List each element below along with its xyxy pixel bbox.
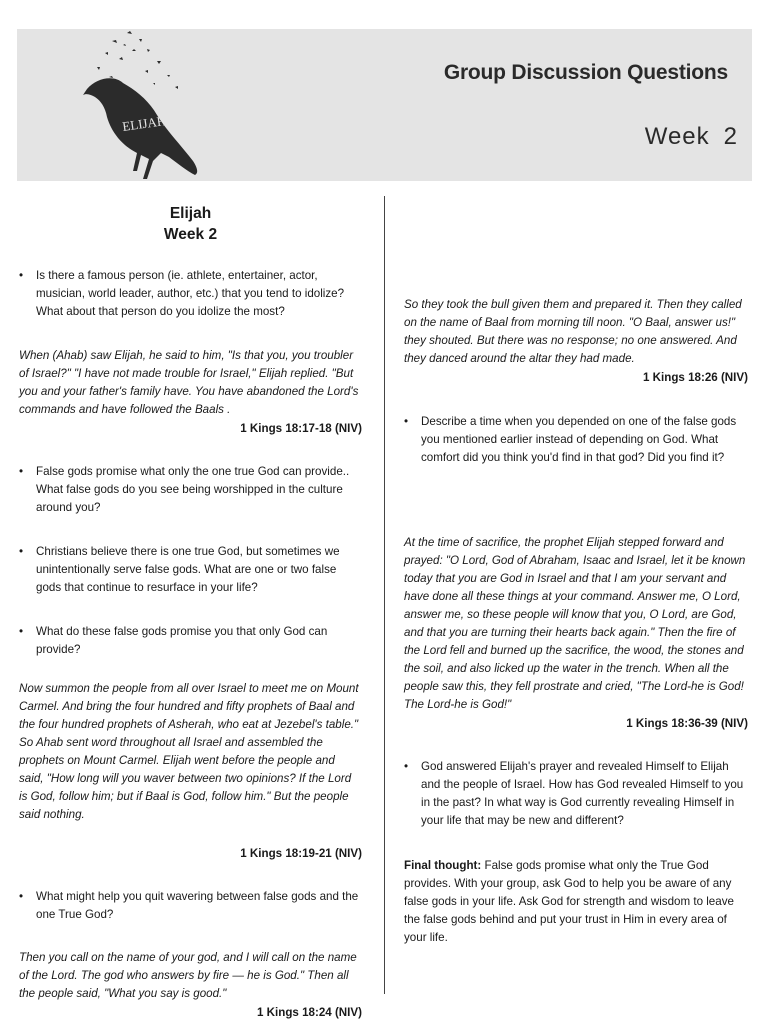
reference-1: 1 Kings 18:17-18 (NIV) xyxy=(240,422,362,435)
header-banner xyxy=(17,29,752,181)
week-label: Week xyxy=(644,123,710,150)
question-3: • Christians believe there is one true God, but sometimes we unintentionally serve false gods. What are one or two false gods that continue to resurface in your life? xyxy=(19,543,362,597)
question-2: • False gods promise what only the one true God can provide.. What false gods do you see being worshipped in the culture around you? xyxy=(19,463,362,517)
final-thought-text: False gods promise what only the True God provides. With your group, ask God to help you be aware of any false gods in your life. Ask God for strength and wisdom to leave the false gods behind and put your trust in Him in every area of your life. xyxy=(404,859,734,944)
reference-5: 1 Kings 18:36-39 (NIV) xyxy=(626,717,748,730)
left-column xyxy=(19,203,362,1022)
logo-text: ELIJAH xyxy=(121,112,168,134)
reference-2: 1 Kings 18:19-21 (NIV) xyxy=(240,847,362,860)
scripture-2: Now summon the people from all over Israel to meet me on Mount Carmel. And bring the four hundred and fifty prophets of Baal and the four hundred prophets of Asherah, who eat at Jezebel's table." So Ahab sent word throughout all Israel and assembled the prophets on Mount Carmel. Elijah went before the people and said, "How long will you waver between two opinions? If the Lord is God, follow him; but if Baal is God, follow him." But the people said nothing. xyxy=(19,682,359,821)
question-6: • Describe a time when you depended on one of the false gods you mentioned earlier instead of depending on God. What comfort did you think you'd find in that god? Did you find it? xyxy=(404,413,748,467)
document-title: Elijah xyxy=(169,205,212,222)
reference-4: 1 Kings 18:26 (NIV) xyxy=(642,371,748,384)
scripture-1: When (Ahab) saw Elijah, he said to him, "Is that you, you troubler of Israel?" "I have not made trouble for Israel," Elijah replied. "But you and your father's family have. You have abandoned the Lord's commands and have followed the Baals . xyxy=(19,349,359,416)
column-divider xyxy=(384,196,385,994)
final-thought-label: Final thought: xyxy=(404,859,482,872)
reference-3: 1 Kings 18:24 (NIV) xyxy=(256,1006,362,1019)
scripture-3: Then you call on the name of your god, and I will call on the name of the Lord. The god who answers by fire — he is God." Then all the people said, "What you say is good." xyxy=(19,951,357,1000)
scripture-5: At the time of sacrifice, the prophet Elijah stepped forward and prayed: "O Lord, God of Abraham, Isaac and Israel, let it be known today that you are God in Israel and that I am your servant and have done all these things at your command. Answer me, O Lord, answer me, so these people will know that you, O Lord, are God, and that you are turning their hearts back again." Then the fire of the Lord fell and burned up the sacrifice, the wood, the stones and the soil, and also licked up the water in the trench. When all the people saw this, they fell prostrate and cried, "The Lord-he is God! The Lord-he is God!" xyxy=(404,536,746,711)
question-4: • What do these false gods promise you that only God can provide? xyxy=(19,623,362,659)
week-number: 2 xyxy=(723,123,738,150)
scripture-4: So they took the bull given them and prepared it. Then they called on the name of Baal from morning till noon. "O Baal, answer us!" they shouted. But there was no response; no one answered. And they danced around the altar they had made. xyxy=(404,298,742,365)
right-column xyxy=(404,296,748,947)
question-5: • What might help you quit wavering between false gods and the one True God? xyxy=(19,888,362,924)
week-heading xyxy=(645,123,738,151)
page-title: Group Discussion Questions xyxy=(443,61,728,84)
question-1: • Is there a famous person (ie. athlete, entertainer, actor, musician, world leader, author, etc.) that you tend to idolize? What about that person do you idolize the most? xyxy=(19,267,362,321)
final-thought xyxy=(404,857,748,947)
question-7: • God answered Elijah's prayer and revealed Himself to Elijah and the people of Israel. How has God revealed Himself to you in the past? In what way is God currently revealing Himself in your life that may be new and different? xyxy=(404,758,748,830)
raven-logo xyxy=(57,31,217,181)
document-subtitle: Week 2 xyxy=(163,226,218,243)
